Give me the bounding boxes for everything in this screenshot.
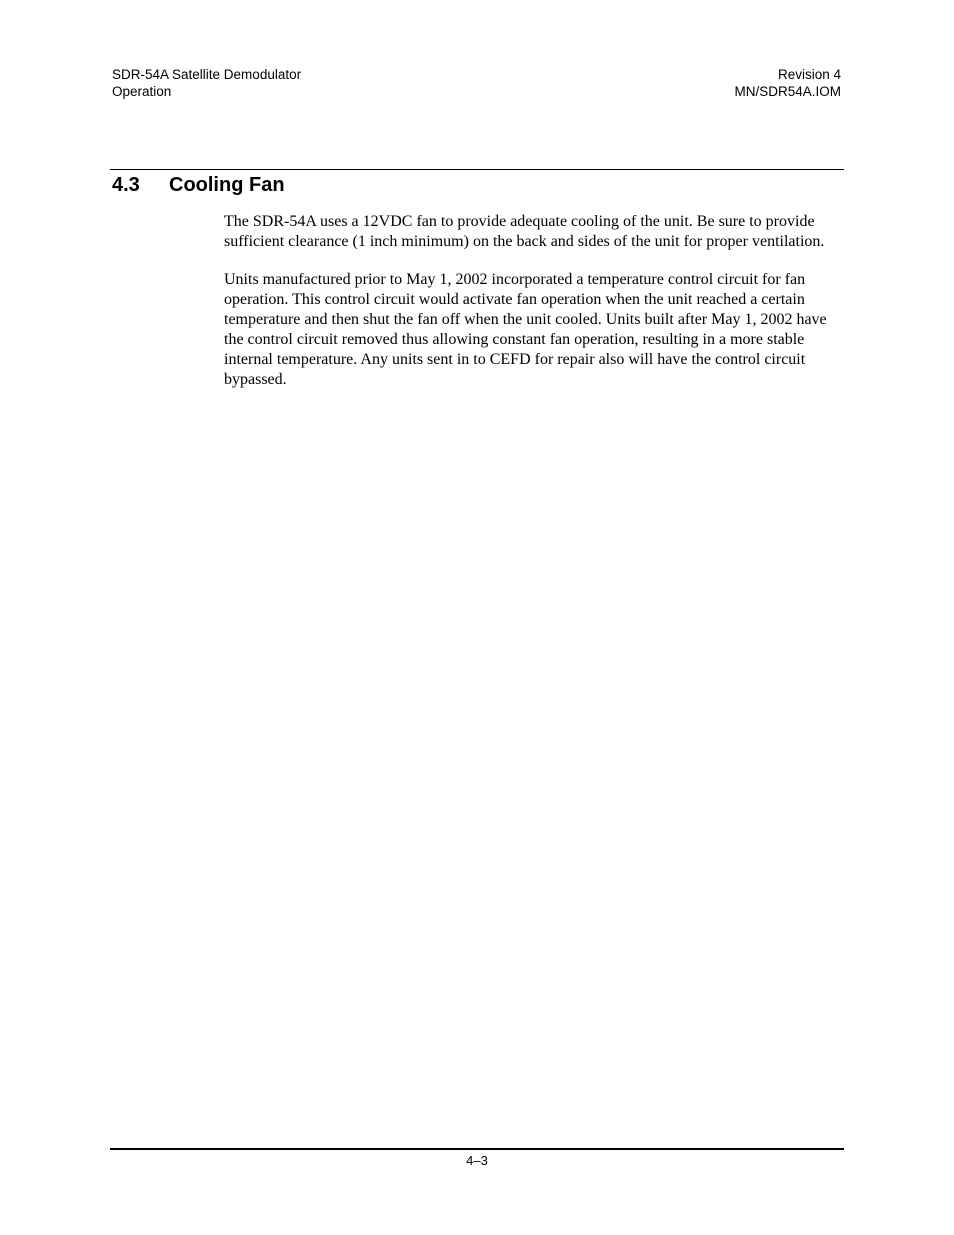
chapter-name: Operation (112, 84, 172, 99)
document-title: SDR-54A Satellite Demodulator (112, 67, 302, 82)
revision-label: Revision 4 (777, 67, 841, 82)
section-body (224, 212, 844, 408)
section-divider (110, 169, 844, 170)
section-title: Cooling Fan (169, 174, 285, 196)
running-header-right (734, 66, 841, 100)
page-number: 4–3 (466, 1153, 488, 1168)
section-heading (112, 172, 285, 198)
section-number: 4.3 (112, 174, 140, 196)
paragraph: Units manufactured prior to May 1, 2002 incorporated a temperature control circuit for fan operation. This control circuit would activate fan operation when the unit reached a certain temperature and then shut the fan off when the unit cooled. Units built after May 1, 2002 have the control circuit removed thus allowing constant fan operation, resulting in a more stable internal temperature. Any units sent in to CEFD for repair also will have the control circuit bypassed. (224, 271, 827, 388)
footer-divider (110, 1148, 844, 1150)
paragraph: The SDR-54A uses a 12VDC fan to provide adequate cooling of the unit. Be sure to provide sufficient clearance (1 inch minimum) on the back and sides of the unit for proper ventilation. (224, 213, 825, 250)
running-header-left (112, 66, 301, 100)
manual-number: MN/SDR54A.IOM (734, 84, 841, 99)
